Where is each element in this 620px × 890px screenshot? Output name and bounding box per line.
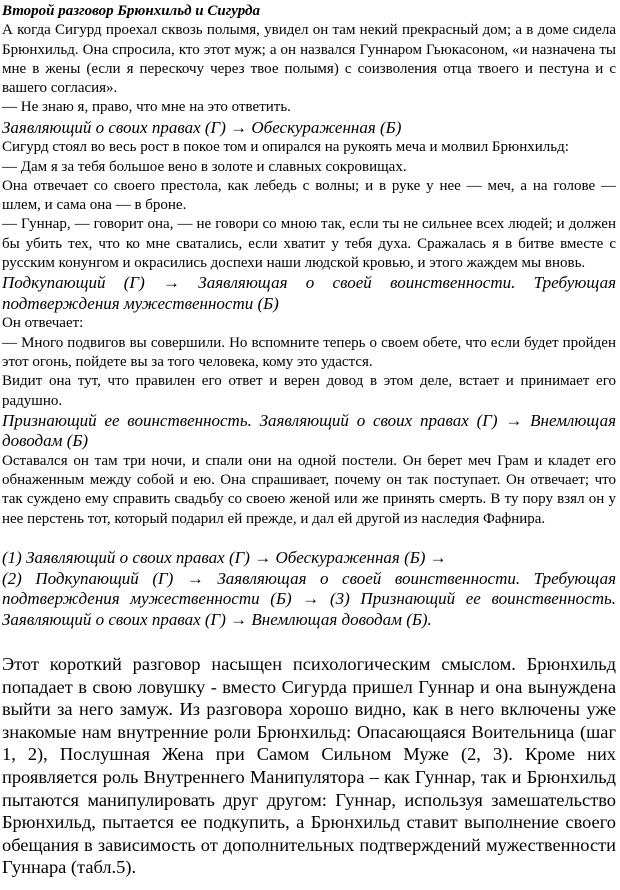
dialogue-paragraph: — Гуннар, — говорит она, — не говори со мною так, если ты не сильнее всех людей; и должен бы убить тех, что ко мне сватались, если хватит у тебя духа. Сражалась я в битве вместе с русским конунгом и окрасились доспехи наши людской кровью, и этого жаждем мы вновь. [2, 216, 616, 272]
dialogue-paragraph: Оставался он там три ночи, и спали они на одной постели. Он берет меч Грам и кладет его обнаженным между собой и ею. Она спрашивает, почему он так поступает. Он отвечает; что так суждено ему справить свадьбу со своею женой или же принять смерть. В ту пору взял он у нее перстень тот, который подарил ей прежде, и дал ей другой из наследия Фафнира. [2, 452, 616, 527]
summary-line: (1) Заявляющий о своих правах (Г) → Обескураженная (Б) → [2, 548, 447, 568]
dialogue-line: Он отвечает: [2, 315, 84, 332]
dialogue-paragraph: Видит она тут, что правилен его ответ и верен довод в этом деле, встает и принимает его радушно. [2, 373, 616, 409]
section-title: Второй разговор Брюнхильд и Сигурда [2, 3, 260, 19]
role-transition: Подкупающий (Г) → Заявляющая о своей воинственности. Требующая подтверждения мужественности (Б) [2, 273, 616, 313]
dialogue-line: — Дам я за тебя большое вено в золоте и славных сокровищах. [2, 158, 407, 175]
dialogue-paragraph: — Много подвигов вы совершили. Но вспомните теперь о своем обете, что если будет пройден этот огонь, пойдете вы за того человека, кому это удастся. [2, 334, 616, 370]
dialogue-line: Сигурд стоял во весь рост в покое том и опирался на рукоять меча и молвил Брюнхильд: [2, 139, 569, 156]
role-transition: Признающий ее воинственность. Заявляющий о своих правах (Г) → Внемлющая доводам (Б) [2, 410, 616, 451]
role-transition: Заявляющий о своих правах (Г) → Обескураженная (Б) [2, 117, 402, 137]
dialogue-line: — Не знаю я, право, что мне на это ответить. [2, 99, 291, 116]
summary-paragraph: (2) Подкупающий (Г) → Заявляющая о своей воинственности. Требующая подтверждения мужественности (Б) → (3) Признающий ее воинственность. Заявляющий о своих правах (Г) → Внемлющая доводам (Б). [2, 568, 616, 629]
dialogue-paragraph: А когда Сигурд проехал сквозь полымя, увидел он там некий прекрасный дом; а в доме сидела Брюнхильд. Она спросила, кто этот муж; а он назвался Гуннаром Гьюкасоном, «и назначена ты мне в жены (если я перескочу через твое полымя) с соизволения отца твоего и пестуна и с вашего согласия». [2, 22, 616, 97]
analysis-paragraph: Этот короткий разговор насыщен психологическим смыслом. Брюнхильд попадает в свою ловушку - вместо Сигурда пришел Гуннар и она вынуждена выйти за него замуж. Из разговора хорошо видно, как в него включены уже знакомые нам внутренние роли Брюнхильд: Опасающаяся Воительница (шаг 1, 2), Послушная Жена при Самом Сильном Муже (2, 3). Кроме них проявляется роль Внутреннего Манипулятора – как Гуннар, так и Брюнхильд пытаются манипулировать друг другом: Гуннар, используя замешательство Брюнхильд, пытается ее подкупить, а Брюнхильд ставит выполнение своего обещания в зависимость от дополнительных подтверждений мужественности Гуннара (табл.5). [2, 654, 616, 878]
dialogue-paragraph: Она отвечает со своего престола, как лебедь с волны; и в руке у нее — меч, а на голове — шлем, и сама она — в броне. [2, 177, 616, 214]
